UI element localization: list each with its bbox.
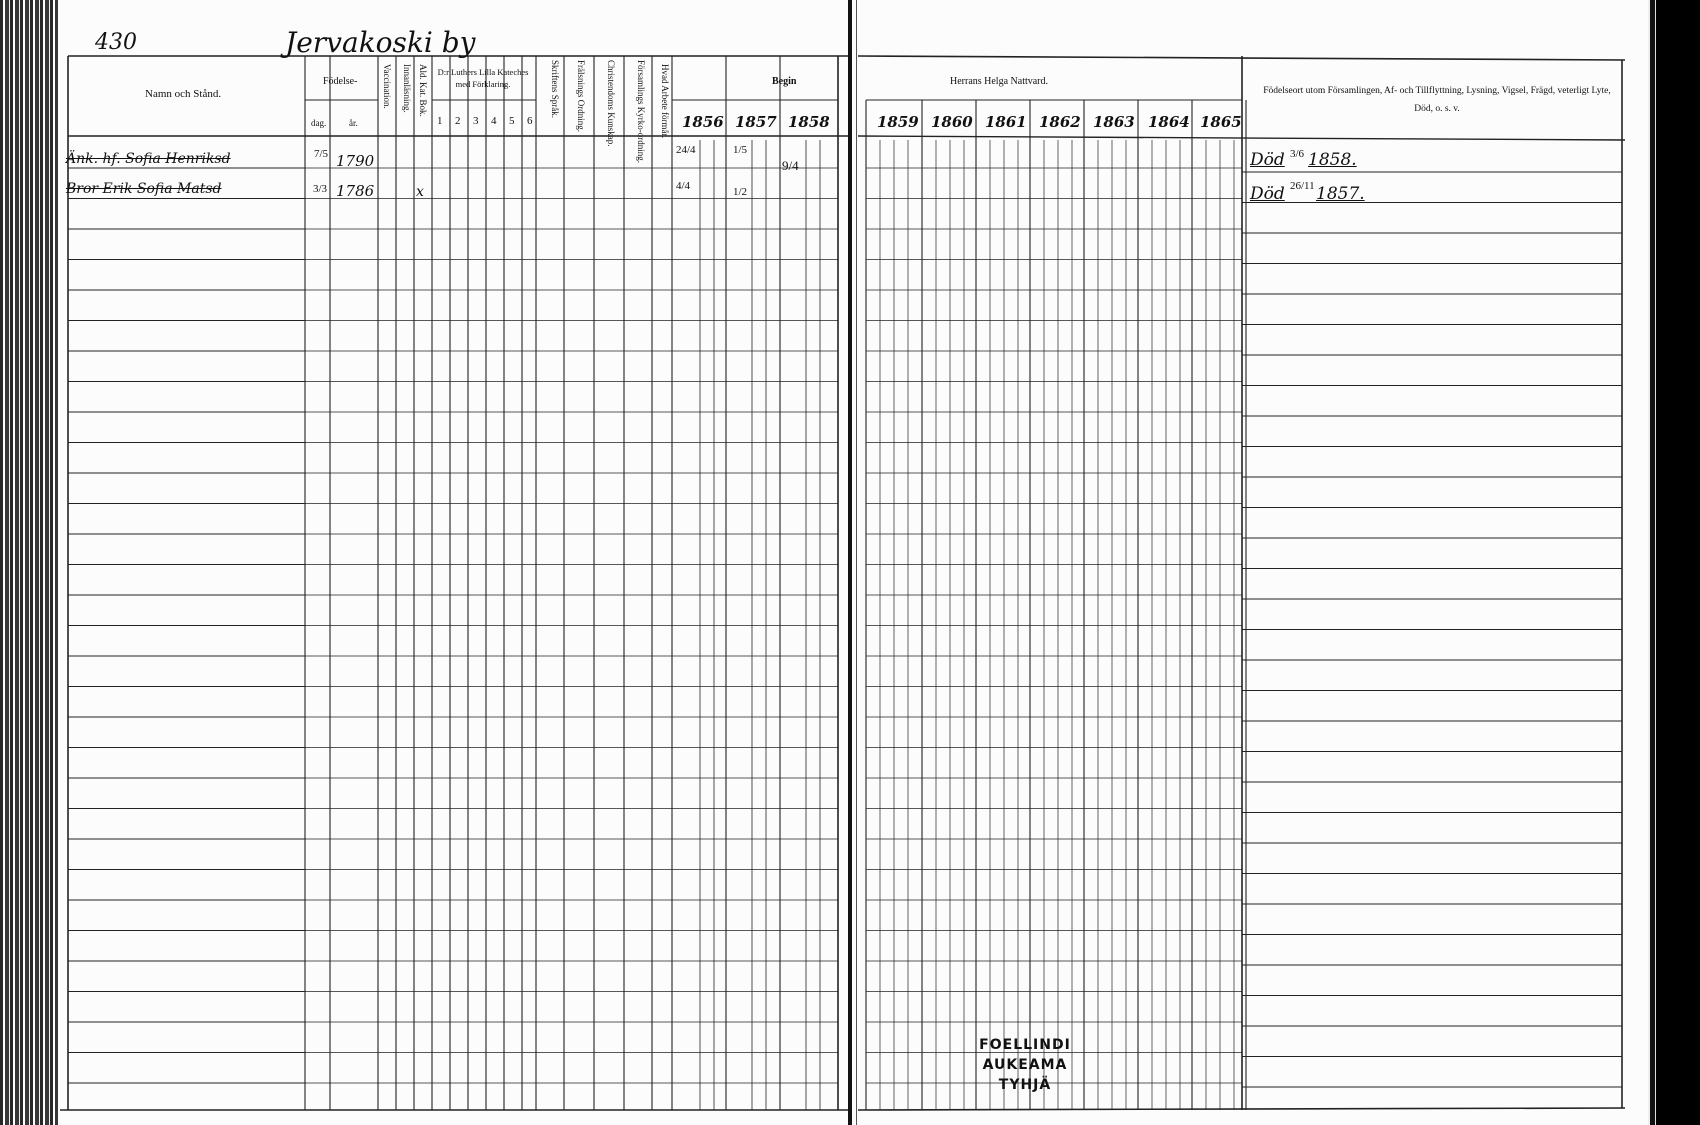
archive-stamp xyxy=(975,1035,1075,1095)
row-1-remark-text: Död xyxy=(1250,150,1285,170)
header-forsamlings: Församlings Kyrko-ordning. xyxy=(636,60,646,163)
header-remarks: Födelseort utom Församlingen, Af- och Tillflyttning, Lysning, Vigsel, Frägd, veterligt Lyte, Död, o. s. v. xyxy=(1263,86,1611,114)
header-frelsens: Frälsnings Ordning. xyxy=(576,60,586,132)
year-1857: 1857 xyxy=(735,113,777,131)
header-vaccination: Vaccination. xyxy=(382,64,392,109)
year-1860: 1860 xyxy=(931,113,973,131)
row-2-year: 1786 xyxy=(336,182,375,200)
row-1-name: Änk. hf. Sofia Henriksd xyxy=(66,151,231,167)
year-1856: 1856 xyxy=(682,113,724,131)
luther-col-3: 3 xyxy=(473,115,479,127)
stamp-line-2: AUKEAMA xyxy=(982,1057,1068,1073)
row-2-mark: x xyxy=(416,184,424,200)
row-1-remark-date: 3/6 xyxy=(1290,148,1305,160)
header-innanlasning: Innanläsning. xyxy=(402,64,412,113)
luther-col-1: 1 xyxy=(437,115,443,127)
village-title: Jervakoski by xyxy=(285,26,476,59)
stamp-line-3: TYHJÄ xyxy=(998,1077,1052,1093)
year-1865: 1865 xyxy=(1200,113,1242,131)
page-number: 430 xyxy=(95,30,137,55)
row-2-1857: 1/2 xyxy=(733,186,748,198)
row-2-remark-year: 1857. xyxy=(1316,184,1365,204)
luther-col-5: 5 xyxy=(509,115,515,127)
header-birth: Födelse- xyxy=(323,76,358,87)
header-ald-kat: Ald. Kat. Bok. xyxy=(418,64,428,117)
row-1-remark-year: 1858. xyxy=(1308,150,1357,170)
luther-col-2: 2 xyxy=(455,115,461,127)
luther-col-4: 4 xyxy=(491,115,497,127)
header-nattvard: Herrans Helga Nattvard. xyxy=(950,76,1049,87)
stamp-line-1: FOELLINDI xyxy=(979,1037,1071,1053)
row-1-1856: 24/4 xyxy=(676,144,696,156)
header-birth-year: år. xyxy=(349,118,358,128)
row-2-remark-date: 26/11 xyxy=(1290,180,1315,192)
luther-col-6: 6 xyxy=(527,115,533,127)
header-skriftens: Skriftens Språk. xyxy=(550,60,560,118)
row-2-name: Bror Erik Sofia Matsd xyxy=(66,181,222,197)
row-1-year: 1790 xyxy=(336,152,375,170)
header-hvad: Hvad Arbete förmår. xyxy=(660,64,670,139)
year-1862: 1862 xyxy=(1039,113,1081,131)
row-1-1857: 1/5 xyxy=(733,144,748,156)
header-birth-day: dag. xyxy=(311,118,327,128)
year-1858: 1858 xyxy=(788,113,830,131)
row-2-1856: 4/4 xyxy=(676,180,691,192)
header-luther: D:r Luthers Lilla Kateches med Förklaring. xyxy=(437,67,529,89)
year-1861: 1861 xyxy=(985,113,1027,131)
row-1-day: 7/5 xyxy=(314,148,329,160)
year-1864: 1864 xyxy=(1148,113,1190,131)
row-2-day: 3/3 xyxy=(313,183,328,195)
header-begin: Begin xyxy=(772,76,797,87)
row-1-1858: 9/4 xyxy=(782,158,799,173)
year-1859: 1859 xyxy=(877,113,919,131)
row-2-remark-text: Död xyxy=(1250,184,1285,204)
header-name: Namn och Stånd. xyxy=(145,88,222,100)
year-1863: 1863 xyxy=(1093,113,1135,131)
header-christendom: Christendoms Kunskap. xyxy=(606,60,616,147)
